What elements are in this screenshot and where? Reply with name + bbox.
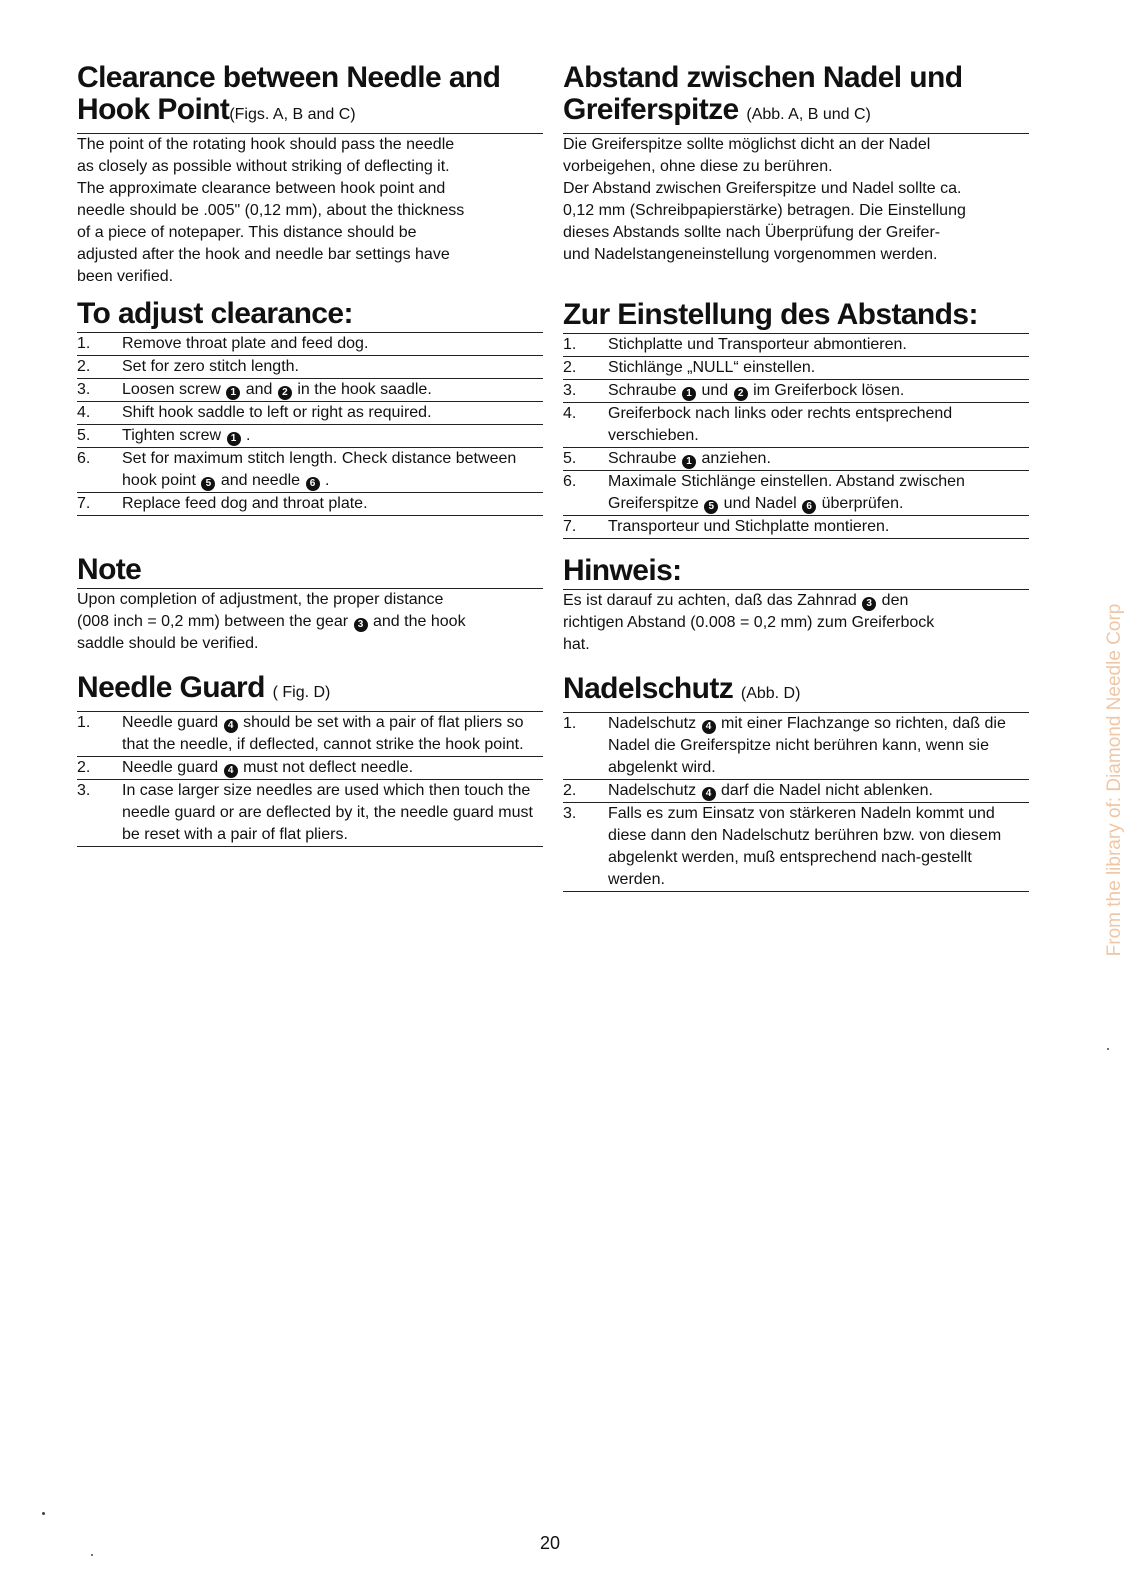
adjust-section — [77, 298, 543, 516]
body-line: Es ist darauf zu achten, daß das Zahnrad 3 den — [563, 592, 909, 609]
reference-number-icon: 5 — [704, 500, 718, 514]
step-text: Greiferbock nach links oder rechts entsprechend verschieben. — [608, 405, 953, 444]
body-line: dieses Abstands sollte nach Überprüfung der Greifer- — [563, 224, 941, 241]
step-text: Stichplatte und Transporteur abmontieren. — [608, 336, 907, 353]
einstellung-title: Zur Einstellung des Abstands: — [563, 298, 978, 331]
reference-number-icon: 4 — [702, 787, 716, 801]
step-number: 3. — [77, 782, 91, 799]
step-number: 3. — [563, 805, 577, 822]
step-number: 4. — [563, 405, 577, 422]
note-title: Note — [77, 553, 142, 586]
step-number: 2. — [563, 359, 577, 376]
step-number: 1. — [77, 714, 91, 731]
step-number: 5. — [77, 427, 91, 444]
abstand-title — [563, 62, 1029, 131]
reference-number-icon: 2 — [734, 387, 748, 401]
step-number: 7. — [563, 518, 577, 535]
reference-number-icon: 4 — [702, 720, 716, 734]
hinweis-title: Hinweis: — [563, 554, 682, 587]
step-number: 2. — [77, 759, 91, 776]
body-line: Upon completion of adjustment, the proper distance — [77, 591, 444, 608]
step-number: 6. — [563, 473, 577, 490]
step-text: Transporteur und Stichplatte montieren. — [608, 518, 890, 535]
clearance-title-line2: Hook Point — [77, 93, 230, 126]
list-item — [563, 516, 1029, 539]
step-text: Set for maximum stitch length. Check distance between hook point 5 and needle 6 . — [122, 450, 517, 489]
hinweis-section — [563, 555, 1029, 656]
library-watermark: From the library of: Diamond Needle Corp — [1104, 603, 1125, 957]
body-line: und Nadelstangeneinstellung vorgenommen werden. — [563, 246, 938, 263]
reference-number-icon: 3 — [862, 597, 876, 611]
list-item — [77, 448, 543, 493]
reference-number-icon: 2 — [278, 386, 292, 400]
reference-number-icon: 1 — [227, 432, 241, 446]
reference-number-icon: 1 — [682, 455, 696, 469]
step-number: 2. — [77, 358, 91, 375]
list-item — [77, 712, 543, 757]
list-item — [77, 425, 543, 448]
step-text: Remove throat plate and feed dog. — [122, 335, 369, 352]
step-text: Falls es zum Einsatz von stärkeren Nadeln kommt und diese dann den Nadelschutz berühren bzw. von diesem abgelenkt werden, muß entsprechend nach-gestellt werden. — [608, 805, 1002, 888]
reference-number-icon: 5 — [201, 477, 215, 491]
list-item — [563, 803, 1029, 892]
body-line: hat. — [563, 636, 590, 653]
list-item — [77, 356, 543, 379]
body-line: saddle should be verified. — [77, 635, 259, 652]
step-text: Maximale Stichlänge einstellen. Abstand zwischen Greiferspitze 5 und Nadel 6 überprüfen. — [608, 473, 965, 512]
step-number: 3. — [563, 382, 577, 399]
needle-guard-title-text: Needle Guard — [77, 671, 265, 704]
needle-guard-section — [77, 672, 543, 847]
list-item — [77, 780, 543, 847]
step-text: Schraube 1 und 2 im Greiferbock lösen. — [608, 382, 905, 399]
step-text: Needle guard 4 must not deflect needle. — [122, 759, 414, 776]
clearance-section — [77, 62, 543, 288]
abstand-body — [563, 134, 1029, 266]
list-item — [563, 357, 1029, 380]
scan-speck — [1107, 1048, 1109, 1050]
step-text: Set for zero stitch length. — [122, 358, 299, 375]
step-number: 4. — [77, 404, 91, 421]
nadelschutz-title — [563, 673, 1029, 710]
step-number: 6. — [77, 450, 91, 467]
reference-number-icon: 6 — [802, 500, 816, 514]
body-line: The point of the rotating hook should pass the needle — [77, 136, 455, 153]
nadelschutz-section — [563, 673, 1029, 892]
step-text: Stichlänge „NULL“ einstellen. — [608, 359, 816, 376]
needle-guard-title-sub: ( Fig. D) — [272, 684, 331, 701]
list-item — [563, 403, 1029, 448]
body-line: richtigen Abstand (0.008 = 0,2 mm) zum Greiferbock — [563, 614, 935, 631]
step-number: 2. — [563, 782, 577, 799]
step-number: 1. — [77, 335, 91, 352]
note-body — [77, 589, 543, 655]
step-number: 1. — [563, 715, 577, 732]
list-item — [77, 757, 543, 780]
abstand-section — [563, 62, 1029, 266]
body-line: Der Abstand zwischen Greiferspitze und Nadel sollte ca. — [563, 180, 962, 197]
step-text: Needle guard 4 should be set with a pair of flat pliers so that the needle, if deflected, cannot strike the hook point. — [122, 714, 524, 753]
list-item — [563, 448, 1029, 471]
body-line: Die Greiferspitze sollte möglichst dicht an der Nadel — [563, 136, 931, 153]
reference-number-icon: 4 — [224, 719, 238, 733]
adjust-title: To adjust clearance: — [77, 297, 353, 330]
list-item — [563, 380, 1029, 403]
body-line: as closely as possible without striking of deflecting it. — [77, 158, 450, 175]
list-item — [77, 379, 543, 402]
list-item — [77, 493, 543, 516]
abstand-title-line1: Abstand zwischen Nadel und — [563, 61, 963, 94]
body-line: needle should be .005" (0,12 mm), about the thickness — [77, 202, 465, 219]
list-item — [563, 780, 1029, 803]
scan-speck — [91, 1554, 93, 1556]
nadelschutz-steps — [563, 713, 1029, 892]
step-text: Nadelschutz 4 darf die Nadel nicht ablenken. — [608, 782, 933, 799]
step-text: Schraube 1 anziehen. — [608, 450, 771, 467]
nadelschutz-title-sub: (Abb. D) — [740, 685, 801, 702]
hinweis-body — [563, 590, 1029, 656]
list-item — [563, 713, 1029, 780]
body-line: vorbeigehen, ohne diese zu berühren. — [563, 158, 833, 175]
step-text: Loosen screw 1 and 2 in the hook saadle. — [122, 381, 432, 398]
page-number: 20 — [540, 1533, 561, 1553]
step-text: Shift hook saddle to left or right as required. — [122, 404, 432, 421]
step-text: In case larger size needles are used which then touch the needle guard or are deflected by it, the needle guard must be reset with a pair of flat pliers. — [122, 782, 533, 843]
scan-speck — [42, 1512, 45, 1515]
adjust-steps — [77, 333, 543, 516]
clearance-title-sub: (Figs. A, B and C) — [229, 106, 356, 123]
clearance-title — [77, 62, 543, 131]
reference-number-icon: 4 — [224, 764, 238, 778]
clearance-title-line1: Clearance between Needle and — [77, 61, 501, 94]
reference-number-icon: 1 — [226, 386, 240, 400]
reference-number-icon: 3 — [354, 618, 368, 632]
body-line: been verified. — [77, 268, 174, 285]
reference-number-icon: 1 — [682, 387, 696, 401]
step-text: Replace feed dog and throat plate. — [122, 495, 368, 512]
abstand-title-line2: Greiferspitze — [563, 93, 739, 126]
body-line: The approximate clearance between hook point and — [77, 180, 446, 197]
step-number: 5. — [563, 450, 577, 467]
abstand-title-sub: (Abb. A, B und C) — [746, 106, 871, 123]
body-line: (008 inch = 0,2 mm) between the gear 3 and the hook — [77, 613, 466, 630]
list-item — [563, 471, 1029, 516]
body-line: adjusted after the hook and needle bar settings have — [77, 246, 450, 263]
step-number: 1. — [563, 336, 577, 353]
body-line: of a piece of notepaper. This distance should be — [77, 224, 417, 241]
step-text: Nadelschutz 4 mit einer Flachzange so richten, daß die Nadel die Greiferspitze nicht berühren kann, wenn sie abgelenkt wird. — [608, 715, 1006, 776]
einstellung-section — [563, 299, 1029, 539]
list-item — [563, 334, 1029, 357]
step-text: Tighten screw 1 . — [122, 427, 251, 444]
einstellung-steps — [563, 334, 1029, 539]
step-number: 3. — [77, 381, 91, 398]
body-line: 0,12 mm (Schreibpapierstärke) betragen. Die Einstellung — [563, 202, 966, 219]
step-number: 7. — [77, 495, 91, 512]
reference-number-icon: 6 — [306, 477, 320, 491]
clearance-body — [77, 134, 543, 288]
list-item — [77, 402, 543, 425]
list-item — [77, 333, 543, 356]
note-section — [77, 554, 543, 655]
needle-guard-title — [77, 672, 543, 709]
needle-guard-steps — [77, 712, 543, 847]
nadelschutz-title-text: Nadelschutz — [563, 672, 734, 705]
